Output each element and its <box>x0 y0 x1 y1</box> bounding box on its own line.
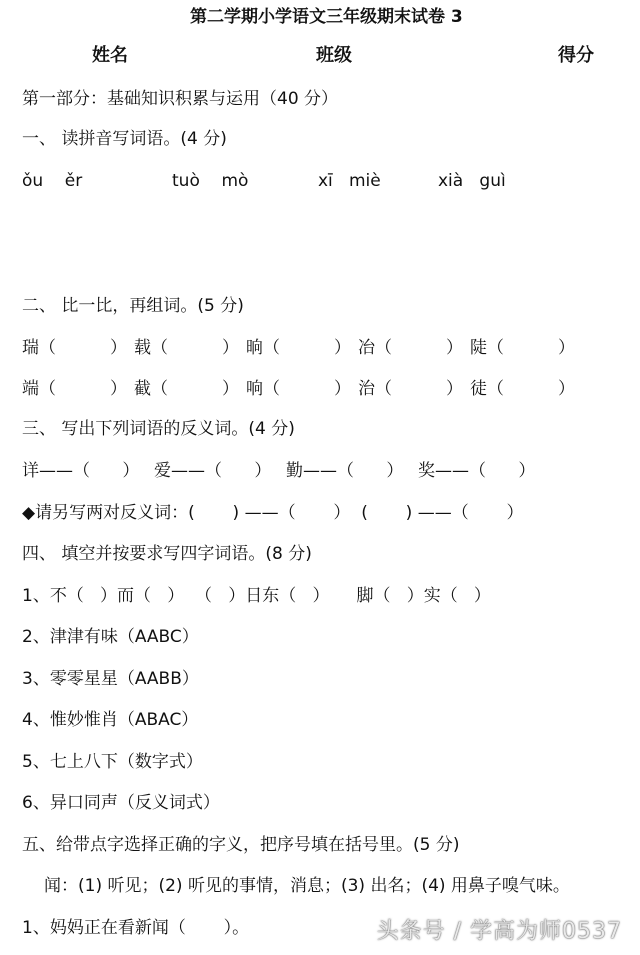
antonym-cell: 爱——（ ） <box>154 461 272 481</box>
pinyin-item: xià guì <box>438 171 506 191</box>
q4-item: 2、津津有味（AABC） <box>22 627 199 647</box>
name-label: 姓名 <box>92 45 128 66</box>
compare-cell: 治（ ） <box>358 379 464 399</box>
compare-cell: 响（ ） <box>246 379 352 399</box>
compare-cell: 截（ ） <box>134 379 240 399</box>
q4-item: 5、七上八下（数字式） <box>22 752 203 772</box>
compare-cell: 端（ ） <box>22 379 128 399</box>
compare-cell: 陡（ ） <box>470 338 576 358</box>
pinyin-item: ǒu ěr <box>22 171 83 191</box>
q5-item: 1、妈妈正在看新闻（ ）。 <box>22 918 250 938</box>
watermark: 头条号 / 学高为师0537 <box>376 919 622 944</box>
q2-heading: 二、 比一比，再组词。(5 分) <box>22 296 244 316</box>
compare-cell: 徒（ ） <box>470 379 576 399</box>
exam-title: 第二学期小学语文三年级期末试卷 3 <box>190 7 463 27</box>
compare-cell: 瑞（ ） <box>22 338 128 358</box>
compare-cell: 晌（ ） <box>246 338 352 358</box>
q4-item: 3、零零星星（AABB） <box>22 669 199 689</box>
class-label: 班级 <box>316 45 352 66</box>
compare-cell: 冶（ ） <box>358 338 464 358</box>
score-label: 得分 <box>558 45 594 66</box>
q3-heading: 三、 写出下列词语的反义词。(4 分) <box>22 419 295 439</box>
q1-heading: 一、 读拼音写词语。(4 分) <box>22 129 227 149</box>
part1-heading: 第一部分：基础知识积累与运用（40 分） <box>22 89 339 109</box>
q4-item: 1、不（ ）而（ ） （ ）日东（ ） 脚（ ）实（ ） <box>22 586 491 606</box>
pinyin-item: tuò mò <box>172 171 249 191</box>
q4-heading: 四、 填空并按要求写四字词语。(8 分) <box>22 544 312 564</box>
compare-cell: 载（ ） <box>134 338 240 358</box>
q5-heading: 五、给带点字选择正确的字义，把序号填在括号里。(5 分) <box>22 835 460 855</box>
q5-definition: 闻：(1) 听见；(2) 听见的事情，消息；(3) 出名；(4) 用鼻子嗅气味。 <box>44 876 570 896</box>
antonym-cell: 详——（ ） <box>22 461 140 481</box>
antonym-extra: ◆请另写两对反义词：( ) ——（ ） ( ) ——（ ） <box>22 503 524 523</box>
pinyin-item: xī miè <box>318 171 381 191</box>
antonym-cell: 奖——（ ） <box>418 461 536 481</box>
antonym-cell: 勤——（ ） <box>286 461 404 481</box>
q4-item: 4、惟妙惟肖（ABAC） <box>22 710 199 730</box>
q4-item: 6、异口同声（反义词式） <box>22 793 220 813</box>
